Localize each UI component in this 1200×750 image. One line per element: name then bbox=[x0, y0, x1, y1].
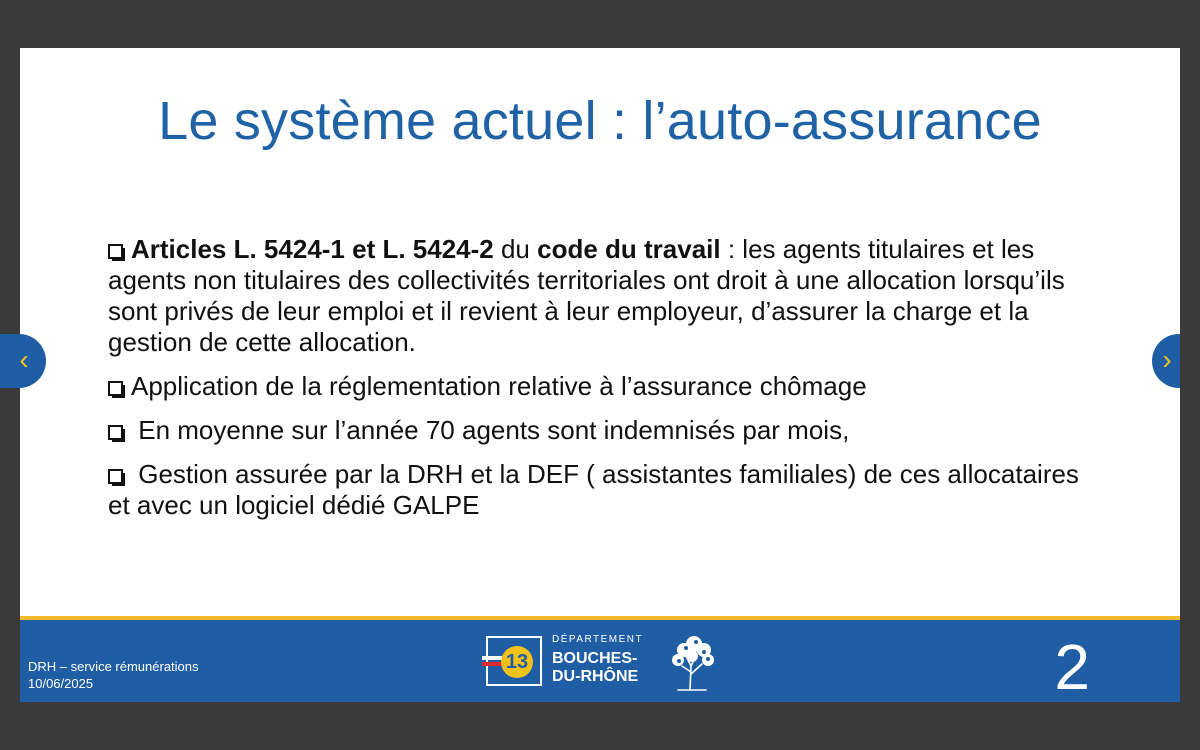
checkbox-bullet-icon bbox=[108, 469, 123, 484]
bullet-1-part-1: Articles L. 5424-1 et L. 5424-2 bbox=[131, 234, 494, 264]
olive-tree-icon bbox=[664, 632, 720, 692]
bullet-1 bbox=[108, 234, 1098, 358]
footer-date: 10/06/2025 bbox=[28, 676, 94, 691]
bullet-3-text: En moyenne sur l’année 70 agents sont indemnisés par mois, bbox=[131, 415, 850, 445]
logo-name-line1: BOUCHES- bbox=[552, 650, 638, 667]
bullet-3 bbox=[108, 415, 1098, 446]
footer-service: DRH – service rémunérations bbox=[28, 659, 199, 674]
logo-stripe-white bbox=[482, 656, 502, 660]
logo-badge bbox=[486, 636, 542, 686]
checkbox-bullet-icon bbox=[108, 425, 123, 440]
checkbox-bullet-icon bbox=[108, 381, 123, 396]
page-number: 2 bbox=[1054, 631, 1090, 702]
chevron-left-icon: ‹ bbox=[19, 344, 29, 375]
bullet-4-text: Gestion assurée par la DRH et la DEF ( assistantes familiales) de ces allocataires et avec un logiciel dédié GALPE bbox=[108, 459, 1079, 520]
footer-info bbox=[28, 658, 199, 692]
bullet-1-part-4: : les agents titulaires et les agents non titulaires des collectivités territoriales ont droit à une allocation lorsqu’ils sont privés de leur emploi et il revient à leur employeur, d’assurer la charge et la gestion de cette allocation. bbox=[108, 234, 1065, 357]
logo-dept-label: DÉPARTEMENT bbox=[552, 634, 644, 645]
logo-name-line2: DU-RHÔNE bbox=[552, 668, 639, 685]
slide-body bbox=[108, 234, 1098, 534]
chevron-right-icon: › bbox=[1162, 344, 1172, 375]
slide bbox=[20, 48, 1180, 702]
bullet-1-part-2: du bbox=[493, 234, 538, 264]
checkbox-bullet-icon bbox=[108, 244, 123, 259]
bullet-1-part-3: code du travail bbox=[537, 234, 721, 264]
slide-footer bbox=[20, 620, 1180, 702]
bullet-4 bbox=[108, 459, 1098, 521]
department-logo bbox=[486, 632, 726, 692]
bullet-2 bbox=[108, 371, 1098, 402]
bullet-2-text: Application de la réglementation relative à l’assurance chômage bbox=[131, 371, 867, 401]
logo-number: 13 bbox=[501, 646, 533, 678]
slide-title: Le système actuel : l’auto-assurance bbox=[158, 91, 1042, 151]
logo-stripe-red bbox=[482, 662, 502, 666]
